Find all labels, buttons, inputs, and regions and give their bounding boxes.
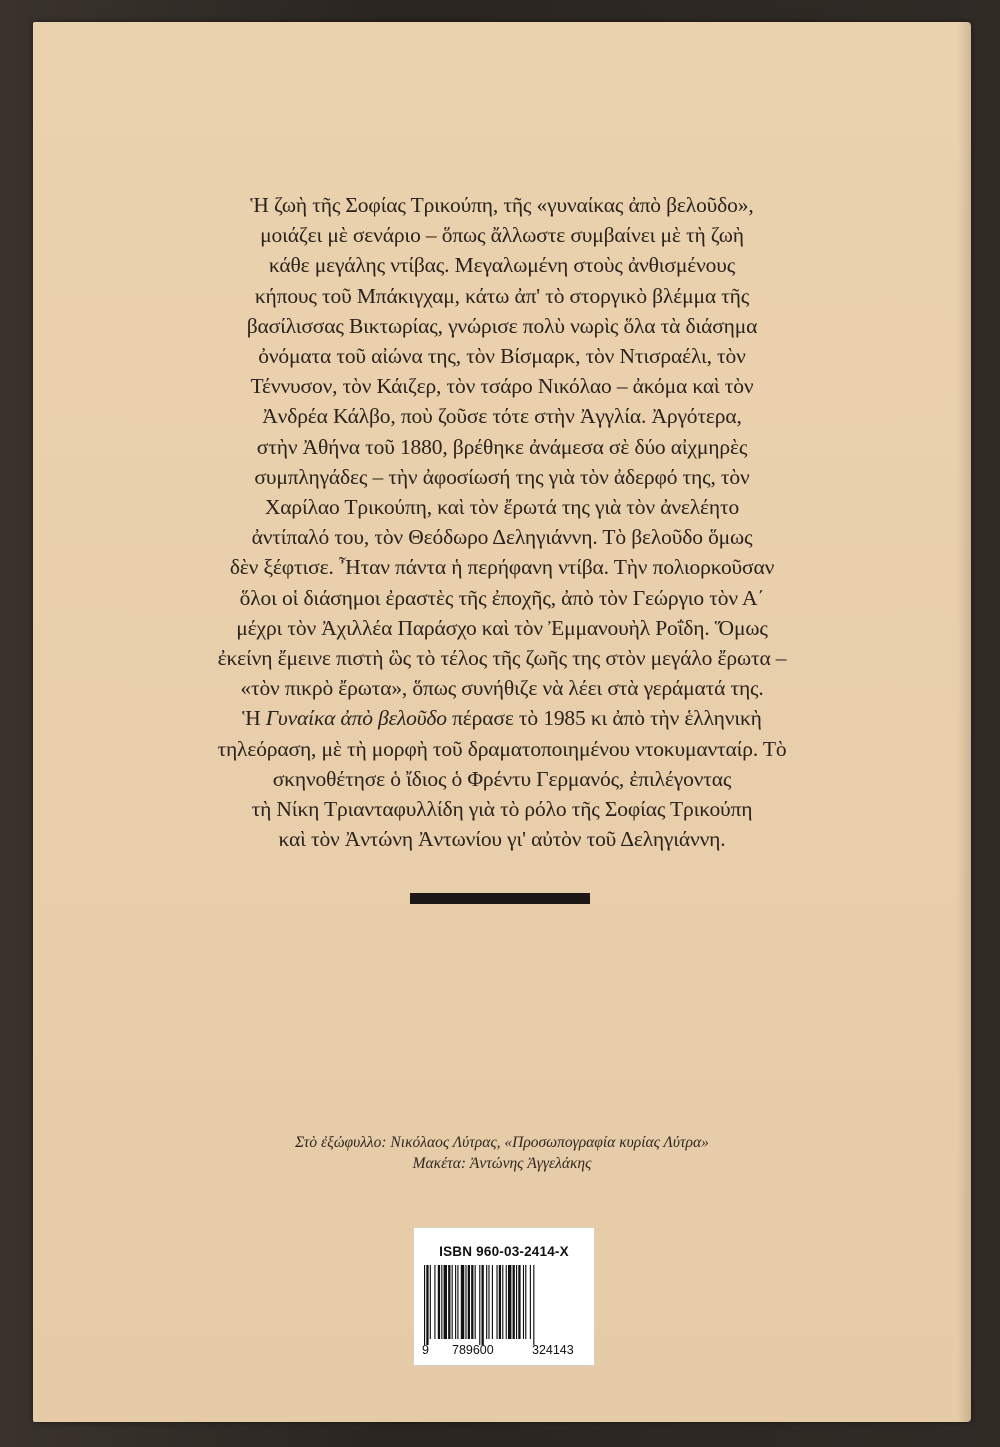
blurb-line: κήπους τοῦ Μπάκιγχαμ, κάτω ἀπ' τὸ στοργικὸ βλέμμα τῆς: [254, 283, 750, 308]
blurb-line: συμπληγάδες – τὴν ἀφοσίωσή της γιὰ τὸν ἀδερφό της, τὸν: [254, 464, 750, 489]
blurb-line: Ἡ ζωὴ τῆς Σοφίας Τρικούπη, τῆς «γυναίκας ἀπὸ βελοῦδο»,: [250, 193, 754, 217]
layout-credit: Μακέτα: Ἀντώνης Ἀγγελάκης: [412, 1155, 592, 1172]
blurb-line: τηλεόραση, μὲ τὴ μορφὴ τοῦ δραματοποιημένου ντοκυμανταίρ. Τὸ: [217, 736, 787, 761]
decorative-rule: [410, 893, 590, 904]
blurb-line: ἀντίπαλό του, τὸν Θεόδωρο Δεληγιάννη. Τὸ βελοῦδο ὅμως: [251, 525, 753, 550]
blurb-line: σκηνοθέτησε ὁ ἴδιος ὁ Φρέντυ Γερμανός, ἐπιλέγοντας: [272, 766, 732, 791]
blurb-line: ὀνόματα τοῦ αἰώνα της, τὸν Βίσμαρκ, τὸν Ντισραέλι, τὸν: [258, 344, 746, 369]
blurb-line: βασίλισσας Βικτωρίας, γνώρισε πολὺ νωρὶς ὅλα τὰ διάσημα: [246, 313, 758, 338]
blurb-line-suffix: πέρασε τὸ 1985 κι ἀπὸ τὴν ἑλληνικὴ: [446, 706, 762, 731]
blurb-line: μοιάζει μὲ σενάριο – ὅπως ἄλλωστε συμβαίνει μὲ τὴ ζωὴ: [260, 223, 744, 248]
blurb-line: τὴ Νίκη Τριανταφυλλίδη γιὰ τὸ ρόλο τῆς Σοφίας Τρικούπη: [251, 797, 753, 822]
blurb-line: [33, 703, 971, 733]
blurb-text: [33, 190, 971, 854]
blurb-line: ἐκείνη ἔμεινε πιστὴ ὣς τὸ τέλος τῆς ζωῆς της στὸν μεγάλο ἔρωτα –: [217, 646, 787, 671]
barcode-icon: [422, 1265, 586, 1345]
barcode-digits: [414, 1343, 594, 1361]
isbn-number: ISBN 960-03-2414-X: [439, 1244, 569, 1259]
credits: [33, 1132, 971, 1174]
book-title-italic: Γυναίκα ἀπὸ βελοῦδο: [265, 706, 447, 731]
blurb-line: ὅλοι οἱ διάσημοι ἐραστὲς τῆς ἐποχῆς, ἀπὸ τὸν Γεώργιο τὸν Α΄: [239, 585, 765, 610]
blurb-line: Τέννυσον, τὸν Κάιζερ, τὸν τσάρο Νικόλαο – ἀκόμα καὶ τὸν: [250, 374, 754, 399]
cover-art-credit: Στὸ ἐξώφυλλο: Νικόλαος Λύτρας, «Προσωπογραφία κυρίας Λύτρα»: [295, 1134, 709, 1151]
book-back-cover: [33, 22, 971, 1422]
blurb-line: κάθε μεγάλης ντίβας. Μεγαλωμένη στοὺς ἀνθισμένους: [268, 253, 736, 278]
blurb-line-prefix: Ἡ: [242, 706, 266, 731]
blurb-line: «τὸν πικρὸ ἔρωτα», ὅπως συνήθιζε νὰ λέει στὰ γεράματά της.: [240, 676, 764, 701]
barcode-right-group: 324143: [532, 1343, 574, 1357]
blurb-line: μέχρι τὸν Ἀχιλλέα Παράσχο καὶ τὸν Ἐμμανουὴλ Ροΐδη. Ὅμως: [236, 615, 768, 640]
blurb-line: Χαρίλαο Τρικούπη, καὶ τὸν ἔρωτά της γιὰ τὸν ἀνελέητο: [264, 495, 740, 520]
blurb-line: στὴν Ἀθήνα τοῦ 1880, βρέθηκε ἀνάμεσα σὲ δύο αἰχμηρὲς: [256, 434, 748, 459]
barcode-lead-digit: 9: [422, 1343, 429, 1357]
barcode-left-group: 789600: [452, 1343, 494, 1357]
blurb-line: δὲν ξέφτισε. Ἦταν πάντα ἡ περήφανη ντίβα. Τὴν πολιορκοῦσαν: [229, 555, 775, 580]
blurb-line: Ἀνδρέα Κάλβο, ποὺ ζοῦσε τότε στὴν Ἀγγλία. Ἀργότερα,: [262, 404, 742, 429]
blurb-line: καὶ τὸν Ἀντώνη Ἀντωνίου γι' αὐτὸν τοῦ Δεληγιάννη.: [278, 827, 726, 852]
isbn-barcode-label: [413, 1227, 595, 1366]
